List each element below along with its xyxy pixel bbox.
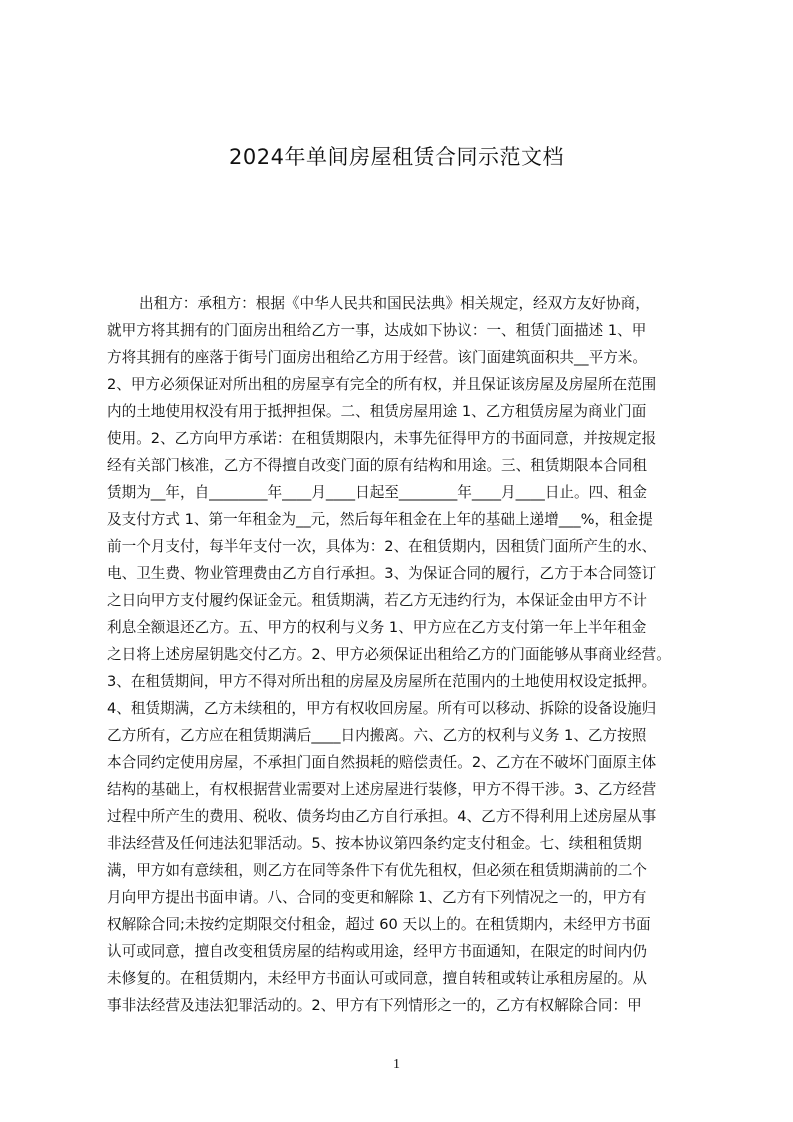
- body-line: 认可或同意，擅自改变租赁房屋的结构或用途，经甲方书面通知，在限定的时间内仍: [107, 943, 647, 960]
- body-line: 内的土地使用权没有用于抵押担保。二、租赁房屋用途 1、乙方租赁房屋为商业门面: [107, 403, 647, 420]
- body-line: 2、甲方必须保证对所出租的房屋享有完全的所有权，并且保证该房屋及房屋所在范围: [107, 376, 657, 393]
- body-line: 出租方：承租方：根据《中华人民共和国民法典》相关规定，经双方友好协商，: [139, 295, 650, 312]
- body-line: 利息全额退还乙方。五、甲方的权利与义务 1、甲方应在乙方支付第一年上半年租金: [107, 619, 647, 636]
- body-line: 就甲方将其拥有的门面房出租给乙方一事，达成如下协议：一、租赁门面描述 1、甲: [107, 322, 647, 339]
- body-line: 非法经营及任何违法犯罪活动。5、按本协议第四条约定支付租金。七、续租租赁期: [107, 835, 642, 852]
- body-line: 赁期为__年，自________年____月____日起至________年____月____日止。四、租金: [107, 484, 647, 501]
- body-line: 电、卫生费、物业管理费由乙方自行承担。3、为保证合同的履行，乙方于本合同签订: [107, 565, 657, 582]
- body-line: 及支付方式 1、第一年租金为__元，然后每年租金在上年的基础上递增___%，租金提: [107, 511, 653, 528]
- body-line: 本合同约定使用房屋，不承担门面自然损耗的赔偿责任。2、乙方在不破坏门面原主体: [107, 754, 657, 771]
- body-line: 之日将上述房屋钥匙交付乙方。2、甲方必须保证出租给乙方的门面能够从事商业经营。: [107, 646, 671, 663]
- body-line: 前一个月支付，每半年支付一次，具体为：2、在租赁期内，因租赁门面所产生的水、: [107, 538, 657, 555]
- body-line: 乙方所有，乙方应在租赁期满后____日内搬离。六、乙方的权利与义务 1、乙方按照: [107, 727, 647, 744]
- body-line: 4、租赁期满，乙方未续租的，甲方有权收回房屋。所有可以移动、拆除的设备设施归: [107, 700, 657, 717]
- body-line: 月向甲方提出书面申请。八、合同的变更和解除 1、乙方有下列情况之一的，甲方有: [107, 889, 647, 906]
- body-line: 经有关部门核准，乙方不得擅自改变门面的原有结构和用途。三、租赁期限本合同租: [107, 457, 647, 474]
- body-line: 过程中所产生的费用、税收、债务均由乙方自行承担。4、乙方不得利用上述房屋从事: [107, 808, 657, 825]
- body-line: 使用。2、乙方向甲方承诺：在租赁期限内，未事先征得甲方的书面同意，并按规定报: [107, 430, 657, 447]
- document-title: 2024年单间房屋租赁合同示范文档: [229, 145, 564, 169]
- body-line: 方将其拥有的座落于街号门面房出租给乙方用于经营。该门面建筑面积共__平方米。: [107, 349, 647, 366]
- body-line: 满，甲方如有意续租，则乙方在同等条件下有优先租权，但必须在租赁期满前的二个: [107, 862, 647, 879]
- body-line: 事非法经营及违法犯罪活动的。2、甲方有下列情形之一的，乙方有权解除合同：甲: [107, 997, 642, 1014]
- body-line: 未修复的。在租赁期内，未经甲方书面认可或同意，擅自转租或转让承租房屋的。从: [107, 970, 647, 987]
- body-line: 权解除合同;未按约定期限交付租金，超过 60 天以上的。在租赁期内，未经甲方书面: [107, 916, 651, 933]
- body-line: 3、在租赁期间，甲方不得对所出租的房屋及房屋所在范围内的土地使用权设定抵押。: [107, 673, 657, 690]
- contract-body: [107, 290, 697, 1019]
- body-line: 结构的基础上，有权根据营业需要对上述房屋进行装修，甲方不得干涉。3、乙方经营: [107, 781, 657, 798]
- body-line: 之日向甲方支付履约保证金元。租赁期满，若乙方无违约行为，本保证金由甲方不计: [107, 592, 647, 609]
- page-number: 1: [393, 1057, 400, 1072]
